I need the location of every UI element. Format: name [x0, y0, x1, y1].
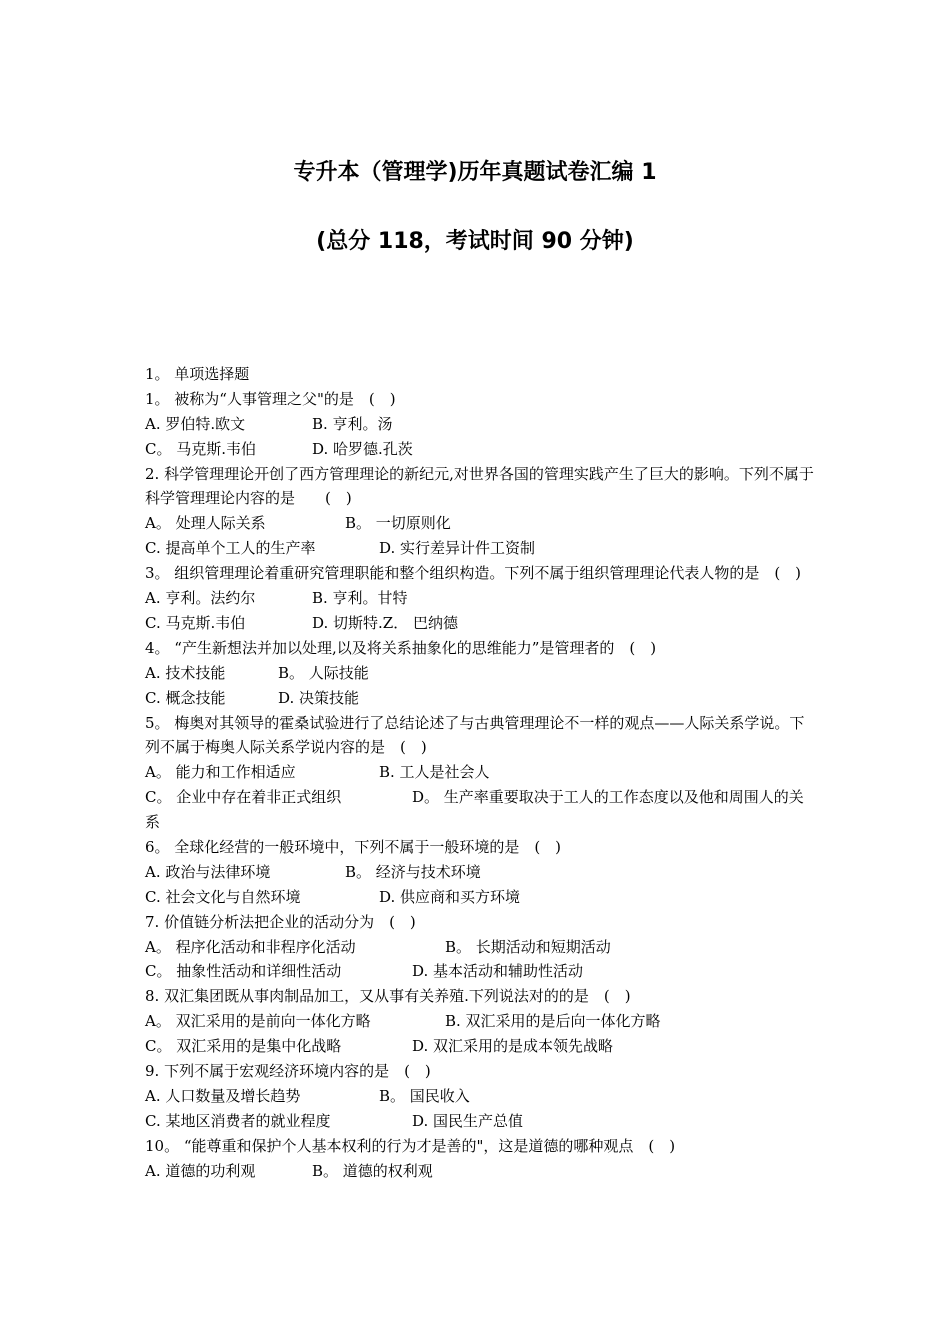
option-c: C. 提高单个工人的生产率 — [145, 539, 316, 558]
options-row — [145, 611, 815, 636]
option-d: D。 生产率重要取决于工人的工作态度以及他和周围人的关系 — [145, 788, 804, 832]
option-b: B。 国民收入 — [379, 1086, 470, 1105]
option-c: C. 马克斯.韦伯 — [145, 613, 246, 632]
option-c: C. 概念技能 — [145, 688, 226, 707]
option-c: C. 社会文化与自然环境 — [145, 887, 301, 906]
question-2: 2. 科学管理理论开创了西方管理理论的新纪元,对世界各国的管理实践产生了巨大的影响。下列不属于科学管理理论内容的是 ( ) — [145, 464, 814, 508]
question-8: 8. 双汇集团既从事肉制品加工，又从事有关养殖.下列说法对的的是 ( ) — [145, 987, 631, 1006]
option-c: C。 抽象性活动和详细性活动 — [145, 962, 342, 981]
question-7: 7. 价值链分析法把企业的活动分为 ( ) — [145, 912, 416, 931]
options-row — [145, 536, 815, 561]
options-row — [145, 959, 815, 984]
section-heading: 1。 单项选择题 — [145, 365, 250, 383]
question-10: 10。 “能尊重和保护个人基本权利的行为才是善的"，这是道德的哪种观点 ( ) — [145, 1136, 676, 1155]
option-a: A. 罗伯特.欧文 — [145, 414, 246, 433]
option-a: A. 道德的功利观 — [145, 1161, 256, 1180]
option-d: D. 国民生产总值 — [412, 1111, 524, 1130]
option-d: D. 实行差异计件工资制 — [379, 539, 536, 558]
options-row — [145, 661, 815, 686]
options-row — [145, 1159, 815, 1184]
option-d: D. 哈罗德.孔茨 — [312, 439, 413, 458]
option-a: A。 程序化活动和非程序化活动 — [145, 937, 356, 956]
option-c: C。 企业中存在着非正式组织 — [145, 788, 342, 807]
option-b: B。 一切原则化 — [345, 514, 451, 533]
document-title: 专升本（管理学)历年真题试卷汇编 1 — [293, 160, 657, 185]
options-row — [145, 1009, 815, 1034]
option-d: D. 基本活动和辅助性活动 — [412, 962, 584, 981]
option-b: B. 亨利。汤 — [312, 414, 393, 433]
option-b: B。 道德的权利观 — [312, 1161, 433, 1180]
option-a: A。 能力和工作相适应 — [145, 763, 296, 782]
option-c: C. 某地区消费者的就业程度 — [145, 1111, 331, 1130]
option-d: D. 供应商和买方环境 — [379, 887, 521, 906]
document-body — [145, 362, 815, 1184]
option-d: D. 切斯特.Z． 巴纳德 — [312, 613, 458, 632]
option-a: A. 政治与法律环境 — [145, 862, 271, 881]
option-b: B。 经济与技术环境 — [345, 862, 481, 881]
option-a: A。 处理人际关系 — [145, 514, 266, 533]
question-9: 9. 下列不属于宏观经济环境内容的是 ( ) — [145, 1062, 431, 1081]
options-row — [145, 511, 815, 536]
question-5: 5。 梅奥对其领导的霍桑试验进行了总结论述了与古典管理理论不一样的观点——人际关系学说。下列不属于梅奥人际关系学说内容的是 ( ) — [145, 713, 805, 757]
option-d: D. 双汇采用的是成本领先战略 — [412, 1037, 614, 1056]
option-c: C。 马克斯.韦伯 — [145, 439, 257, 458]
options-row — [145, 885, 815, 910]
question-4: 4。 “产生新想法并加以处理,以及将关系抽象化的思维能力”是管理者的 ( ) — [145, 638, 657, 657]
option-b: B. 工人是社会人 — [379, 763, 490, 782]
option-a: A。 双汇采用的是前向一体化方略 — [145, 1012, 371, 1031]
options-row — [145, 1034, 815, 1059]
options-row — [145, 1109, 815, 1134]
question-1: 1。 被称为“人事管理之父"的是 ( ) — [145, 389, 396, 408]
option-b: B. 双汇采用的是后向一体化方略 — [445, 1012, 661, 1031]
question-3: 3。 组织管理理论着重研究管理职能和整个组织构造。下列不属于组织管理理论代表人物的是 ( ) — [145, 564, 802, 583]
option-b: B. 亨利。甘特 — [312, 589, 408, 608]
options-row — [145, 586, 815, 611]
option-a: A. 人口数量及增长趋势 — [145, 1086, 301, 1105]
option-b: B。 长期活动和短期活动 — [445, 937, 611, 956]
options-row — [145, 1084, 815, 1109]
options-row — [145, 412, 815, 437]
option-a: A. 技术技能 — [145, 663, 226, 682]
question-6: 6。 全球化经营的一般环境中，下列不属于一般环境的是 ( ) — [145, 838, 562, 857]
options-row — [145, 860, 815, 885]
options-row — [145, 437, 815, 462]
options-row — [145, 935, 815, 960]
options-row — [145, 760, 815, 785]
option-d: D. 决策技能 — [278, 688, 360, 707]
document-subtitle: (总分 118，考试时间 90 分钟) — [316, 229, 634, 254]
options-row — [145, 686, 815, 711]
option-c: C。 双汇采用的是集中化战略 — [145, 1037, 342, 1056]
option-b: B。 人际技能 — [278, 663, 369, 682]
options-row — [145, 785, 815, 835]
option-a: A. 亨利。法约尔 — [145, 589, 256, 608]
